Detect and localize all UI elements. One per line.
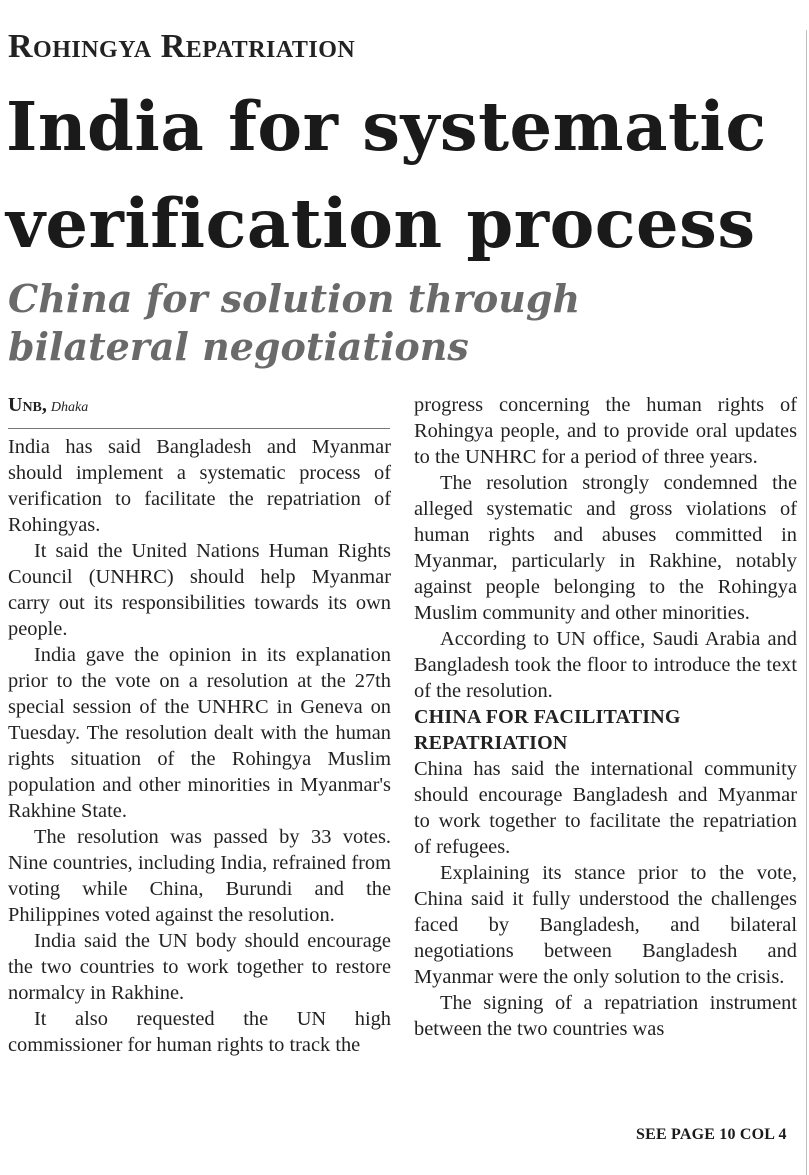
paragraph: The signing of a repatriation instrument between the two countries was — [414, 992, 797, 1040]
paragraph: India has said Bangladesh and Myanmar should implement a systematic process of verification to facilitate the repatriation of Rohingyas. — [8, 436, 391, 536]
byline-place: Dhaka — [50, 400, 89, 415]
paragraph-continuation: progress concerning the human rights of Rohingya people, and to provide oral updates to the UNHRC for a period of three years. — [414, 394, 797, 468]
paragraph: It also requested the UN high commissioner for human rights to track the — [8, 1008, 391, 1056]
section-subheading: CHINA FOR FACILITATING REPATRIATION — [414, 706, 681, 754]
kicker: Rohingya Repatriation — [8, 28, 356, 65]
headline-line-2: verification process — [6, 184, 756, 263]
article-column-left — [8, 434, 391, 1058]
paragraph: The resolution was passed by 33 votes. Nine countries, including India, refrained from voting while China, Burundi and the Philippines voted against the resolution. — [8, 826, 391, 926]
jump-line: SEE PAGE 10 COL 4 — [636, 1126, 787, 1143]
subheadline-line-1: China for solution through — [8, 276, 581, 321]
paragraph: The resolution strongly condemned the alleged systematic and gross violations of human rights and abuses committed in Myanmar, particularly in Rakhine, notably against people belonging to the Rohingya Muslim community and other minorities. — [414, 472, 797, 624]
byline — [8, 394, 88, 417]
paragraph: China has said the international community should encourage Bangladesh and Myanmar to work together to facilitate the repatriation of refugees. — [414, 758, 797, 858]
column-rule — [806, 30, 807, 1175]
paragraph: India gave the opinion in its explanation prior to the vote on a resolution at the 27th special session of the UNHRC in Geneva on Tuesday. The resolution dealt with the human rights situation of the Rohingya Muslim population and other minorities in Myanmar's Rakhine State. — [8, 644, 391, 822]
headline-line-1: India for systematic — [6, 87, 767, 166]
paragraph: India said the UN body should encourage the two countries to work together to restore normalcy in Rakhine. — [8, 930, 391, 1004]
paragraph: It said the United Nations Human Rights Council (UNHRC) should help Myanmar carry out its responsibilities towards its own people. — [8, 540, 391, 640]
paragraph: According to UN office, Saudi Arabia and Bangladesh took the floor to introduce the text of the resolution. — [414, 628, 797, 702]
subheadline-line-2: bilateral negotiations — [8, 324, 469, 369]
article-column-right — [414, 392, 797, 1042]
paragraph: Explaining its stance prior to the vote, China said it fully understood the challenges faced by Bangladesh, and bilateral negotiations between Bangladesh and Myanmar were the only solution to the crisis. — [414, 862, 797, 988]
headline — [6, 78, 796, 272]
byline-divider — [8, 428, 390, 429]
byline-agency: Unb, — [8, 394, 47, 416]
subheadline — [8, 275, 798, 371]
